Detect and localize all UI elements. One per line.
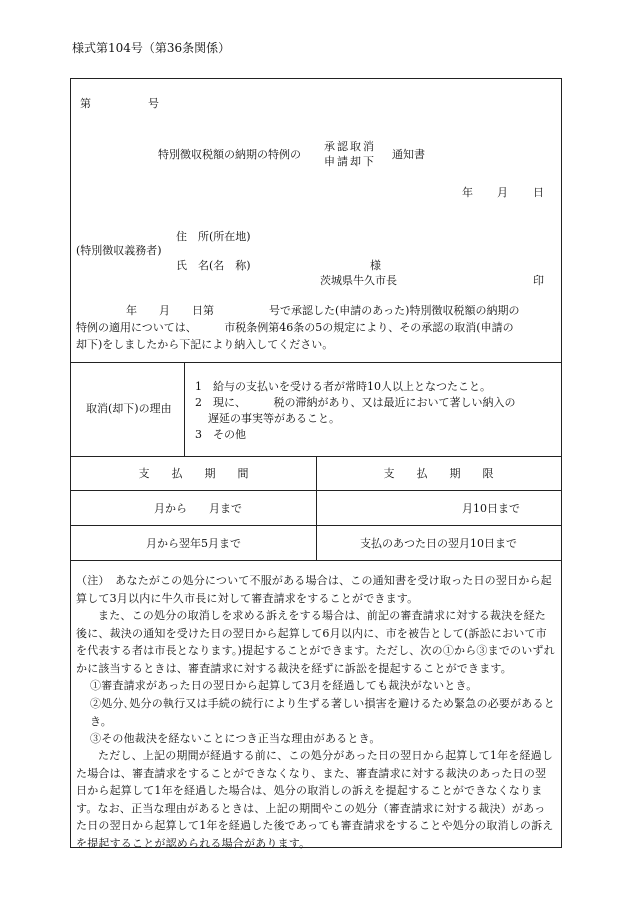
rule-row2-bottom xyxy=(71,560,561,561)
reason-item-1: 1 給与の支払いを受ける者が常時10人以上となつたこと。 xyxy=(195,380,491,393)
title-stack-top: 承認取消 xyxy=(324,140,376,153)
row1-deadline: 月10日まで xyxy=(462,502,520,515)
reason-label: 取消(却下)の理由 xyxy=(86,402,172,415)
reason-item-2-cont: 遅延の事実等があること。 xyxy=(208,412,340,425)
table-header-period: 支 払 期 間 xyxy=(138,467,249,480)
obligor-label: (特別徴収義務者) xyxy=(76,244,162,257)
name-label: 氏 名(名 称) xyxy=(176,259,251,272)
note-lawsuit: また、この処分の取消しを求める訴えをする場合は、前記の審査請求に対する裁決を経た後に、裁決の通知を受けた日の翌日から起算して6月以内に、市を被告として(訴訟において市を代表する者は市長となります。)提起することができます。ただし、次の①から③までのいずれかに該当するときは、審査請求に対する裁決を経ずに訴訟を提起することができます。 xyxy=(76,609,555,675)
reason-item-3: 3 その他 xyxy=(195,428,246,441)
date-day: 日 xyxy=(533,186,544,199)
table-header-deadline: 支 払 期 限 xyxy=(383,467,494,480)
address-label: 住 所(所在地) xyxy=(176,230,251,243)
note-item-2: ②処分､処分の執行又は手続の続行により生ずる著しい損害を避けるため緊急の必要があるとき。 xyxy=(90,697,555,728)
form-id: 様式第104号（第36条関係） xyxy=(72,41,231,55)
title-end: 通知書 xyxy=(392,148,425,161)
number-suffix: 号 xyxy=(148,97,159,110)
reason-item-2: 2 現に、 税の滞納があり、又は最近において著しい納入の xyxy=(195,396,516,409)
note-item-1: ①審査請求があった日の翌日から起算して3月を経過しても裁決がないとき。 xyxy=(90,679,478,692)
note-item-3: ③その他裁決を経ないことにつき正当な理由があるとき。 xyxy=(90,732,381,745)
body-line-3: 却下)をしましたから下記により納入してください。 xyxy=(76,338,334,351)
number-prefix: 第 xyxy=(80,97,91,110)
issuer: 茨城県牛久市長 xyxy=(320,274,397,287)
rule-reason-divider xyxy=(184,362,185,456)
row2-period: 月から翌年5月まで xyxy=(146,537,241,550)
row1-period: 月から 月まで xyxy=(154,502,242,515)
seal-mark: 印 xyxy=(533,274,544,287)
date-year: 年 xyxy=(462,186,473,199)
note-time-limit: ただし、上記の期間が経過する前に、この処分があった日の翌日から起算して1年を経過した場合は、審査請求をすることができなくなり、また、審査請求に対する裁決のあった日の翌日から起算して1年を経過した場合は、処分の取消しの訴えを提起することができなくなります。なお、正当な理由があるときは、上記の期間やこの処分（審査請求に対する裁決）があった日の翌日から起算して1年を経過した後であっても審査請求をすることや処分の取消しの訴えを提起することが認められる場合があります。 xyxy=(76,749,554,850)
body-line-1: 年 月 日第 号で承認した(申請のあった)特別徴収税額の納期の xyxy=(126,304,520,317)
row2-deadline: 支払のあつた日の翌月10日まで xyxy=(360,537,517,550)
date-month: 月 xyxy=(497,186,508,199)
rule-reason-top xyxy=(71,362,561,363)
honorific: 様 xyxy=(370,259,381,272)
note-intro: （注） あなたがこの処分について不服がある場合は、この通知書を受け取った日の翌日から起算して3月以内に牛久市長に対して審査請求をすることができます。 xyxy=(76,574,552,605)
title-main: 特別徴収税額の納期の特例の xyxy=(158,148,301,161)
title-stack-bottom: 申請却下 xyxy=(324,155,376,168)
body-line-2: 特例の適用については、 市税条例第46条の5の規定により、その承認の取消(申請の xyxy=(76,321,514,334)
